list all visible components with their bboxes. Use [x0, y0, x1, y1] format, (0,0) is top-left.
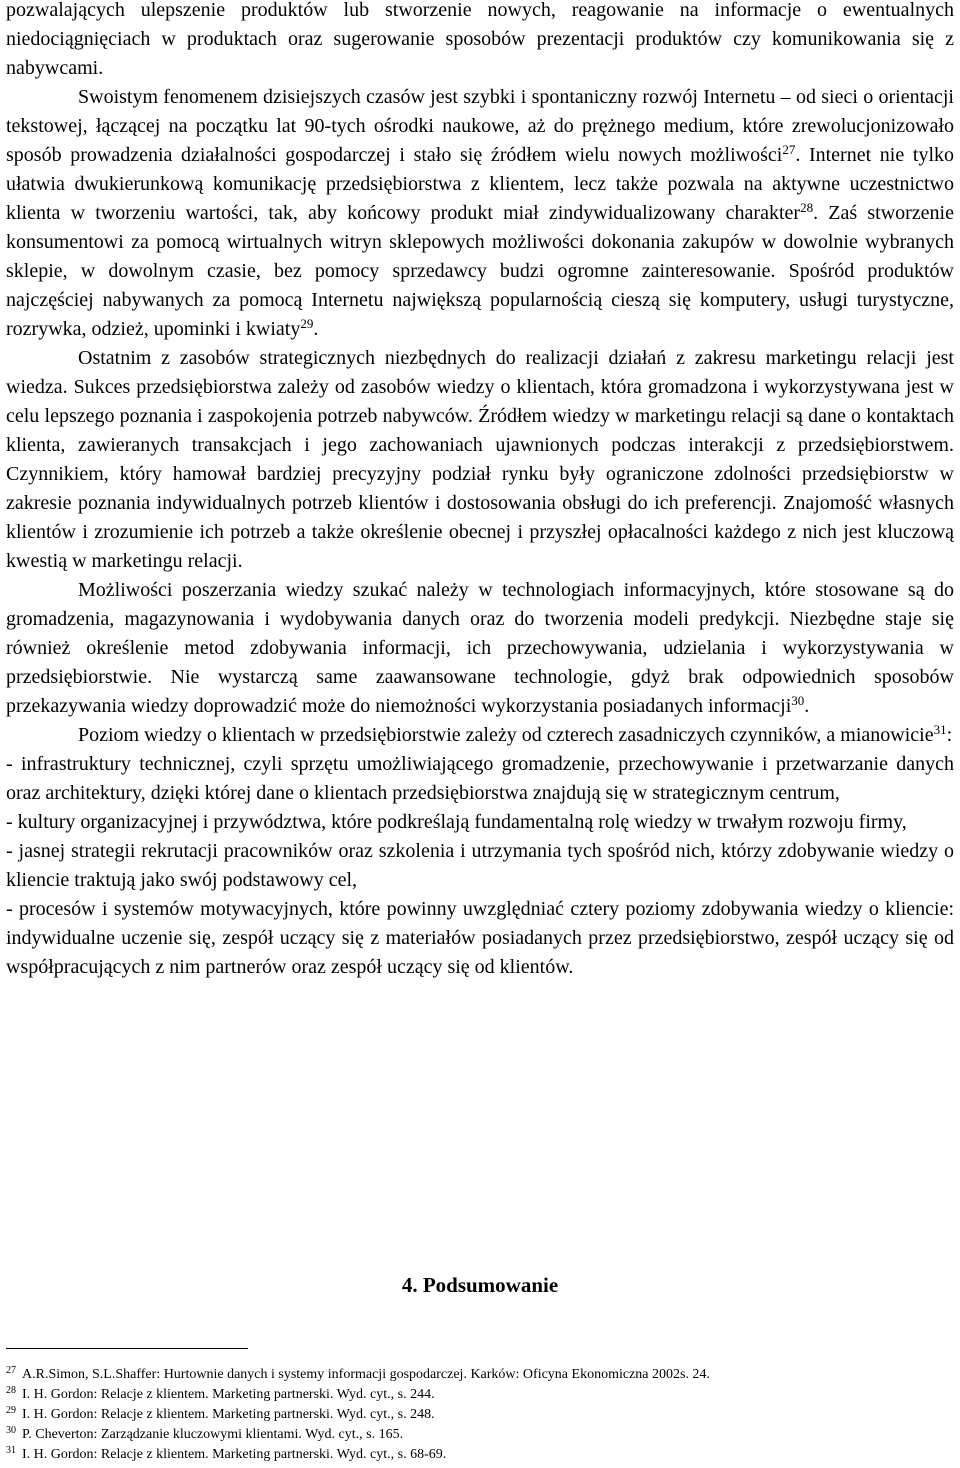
footnote: [6, 1425, 954, 1445]
paragraph: [6, 721, 954, 750]
paragraph-text: - procesów i systemów motywacyjnych, które powinny uwzględniać cztery poziomy zdobywania wiedzy o kliencie: indywidualne uczenie się, zespół uczący się z materiałów posiadanych przez przedsiębiorstwo, zespół uczący się od współpracujących z nim partnerów oraz zespół uczący się od klientów.: [6, 898, 954, 978]
footnote-text: P. Cheverton: Zarządzanie kluczowymi klientami. Wyd. cyt., s. 165.: [22, 1427, 404, 1442]
paragraph: [6, 344, 954, 576]
footnote-number: 28: [6, 1385, 16, 1396]
footnote: [6, 1365, 954, 1385]
footnote-reference: 31: [933, 722, 947, 737]
paragraph-text: - infrastruktury technicznej, czyli sprzętu umożliwiającego gromadzenie, przechowywanie i przetwarzanie danych oraz architektury, dzięki której dane o klientach przedsiębiorstwa znajdują się w strategicznym centrum,: [6, 753, 954, 804]
footnotes: [6, 1365, 954, 1465]
paragraph-text: .: [804, 695, 810, 717]
list-item: [6, 750, 954, 808]
paragraph: [6, 576, 954, 721]
paragraph-text: - jasnej strategii rekrutacji pracowników oraz szkolenia i utrzymania tych spośród nich, którzy zdobywanie wiedzy o kliencie traktują jako swój podstawowy cel,: [6, 840, 954, 891]
paragraph: [6, 0, 954, 83]
footnote-reference: 29: [300, 316, 314, 331]
paragraph-text: . Zaś stworzenie konsumentowi za pomocą wirtualnych witryn sklepowych możliwości dokonania zakupów w dowolnie wybranych sklepie, w dowolnym czasie, bez pomocy sprzedawcy budzi ogromne zainteresowanie. Spośród produktów najczęściej nabywanych za pomocą Internetu największą popularnością cieszą się komputery, usługi turystyczne, rozrywka, odzież, upominki i kwiaty: [6, 202, 954, 340]
paragraph-text: Poziom wiedzy o klientach w przedsiębiorstwie zależy od czterech zasadniczych czynników, a mianowicie: [78, 724, 934, 746]
paragraph-text: - kultury organizacyjnej i przywództwa, które podkreślają fundamentalną rolę wiedzy w trwałym rozwoju firmy,: [6, 811, 907, 833]
paragraph-text: :: [946, 724, 953, 746]
section-heading: 4. Podsumowanie: [401, 1273, 559, 1297]
list-item: [6, 837, 954, 895]
paragraph: [6, 83, 954, 344]
footnote-reference: 27: [782, 142, 796, 157]
paragraph-text: . Internet nie tylko ułatwia dwukierunkową komunikację przedsiębiorstwa z klientem, lecz także pozwala na aktywne uczestnictwo klienta w tworzeniu wartości, tak, aby końcowy produkt miał zindywidualizowany charakter: [6, 144, 955, 224]
footnote-reference: 28: [800, 200, 814, 215]
footnote-text: I. H. Gordon: Relacje z klientem. Marketing partnerski. Wyd. cyt., s. 244.: [22, 1387, 435, 1402]
list-item: [6, 895, 954, 982]
paragraph-text: Możliwości poszerzania wiedzy szukać należy w technologiach informacyjnych, które stosowane są do gromadzenia, magazynowania i wydobywania danych oraz do tworzenia modeli predykcji. Niezbędne staje się również określenie metod zdobywania informacji, ich przechowywania, udzielania i wykorzystywania w przedsiębiorstwie. Nie wystarczą same zaawansowane technologie, gdyż brak odpowiednich sposobów przekazywania wiedzy doprowadzić może do niemożności wykorzystania posiadanych informacji: [6, 579, 954, 717]
footnote: [6, 1445, 954, 1465]
footnote-number: 27: [6, 1365, 16, 1376]
footnote-text: I. H. Gordon: Relacje z klientem. Marketing partnerski. Wyd. cyt., s. 68-69.: [22, 1447, 447, 1462]
footnote-number: 30: [6, 1425, 16, 1436]
body-text: [6, 0, 954, 982]
footnote-separator: [6, 1348, 248, 1349]
footnote: [6, 1385, 954, 1405]
footnote: [6, 1405, 954, 1425]
paragraph-text: Swoistym fenomenem dzisiejszych czasów jest szybki i spontaniczny rozwój Internetu – od sieci o orientacji tekstowej, łączącej na początku lat 90-tych ośrodki naukowe, aż do prężnego medium, które zrewolucjonizowało sposób prowadzenia działalności gospodarczej i stało się źródłem wielu nowych możliwości: [6, 86, 954, 166]
paragraph-text: Ostatnim z zasobów strategicznych niezbędnych do realizacji działań z zakresu marketingu relacji jest wiedza. Sukces przedsiębiorstwa zależy od zasobów wiedzy o klientach, która gromadzona i wykorzystywana jest w celu lepszego poznania i zaspokojenia potrzeb nabywców. Źródłem wiedzy w marketingu relacji są dane o kontaktach klienta, zawieranych transakcjach i jego zachowaniach ujawnionych podczas interakcji z przedsiębiorstwem. Czynnikiem, który hamował bardziej precyzyjny podział rynku były ograniczone zdolności przedsiębiorstw w zakresie poznania indywidualnych potrzeb klientów i dostosowania obsługi do ich preferencji. Znajomość własnych klientów i zrozumienie ich potrzeb a także określenie obecnej i przyszłej opłacalności każdego z nich jest kluczową kwestią w marketingu relacji.: [6, 347, 954, 572]
footnote-number: 29: [6, 1405, 16, 1416]
footnote-number: 31: [6, 1445, 16, 1456]
footnote-text: I. H. Gordon: Relacje z klientem. Marketing partnerski. Wyd. cyt., s. 248.: [22, 1407, 435, 1422]
footnote-reference: 30: [791, 693, 805, 708]
list-item: [6, 808, 954, 837]
footnote-text: A.R.Simon, S.L.Shaffer: Hurtownie danych i systemy informacji gospodarczej. Karków: Oficyna Ekonomiczna 2002s. 24.: [22, 1367, 710, 1382]
paragraph-text: pozwalających ulepszenie produktów lub stworzenie nowych, reagowanie na informacje o ewentualnych niedociągnięciach w produktach oraz sugerowanie sposobów prezentacji produktów czy komunikowania się z nabywcami.: [6, 0, 954, 79]
paragraph-text: .: [313, 318, 319, 340]
